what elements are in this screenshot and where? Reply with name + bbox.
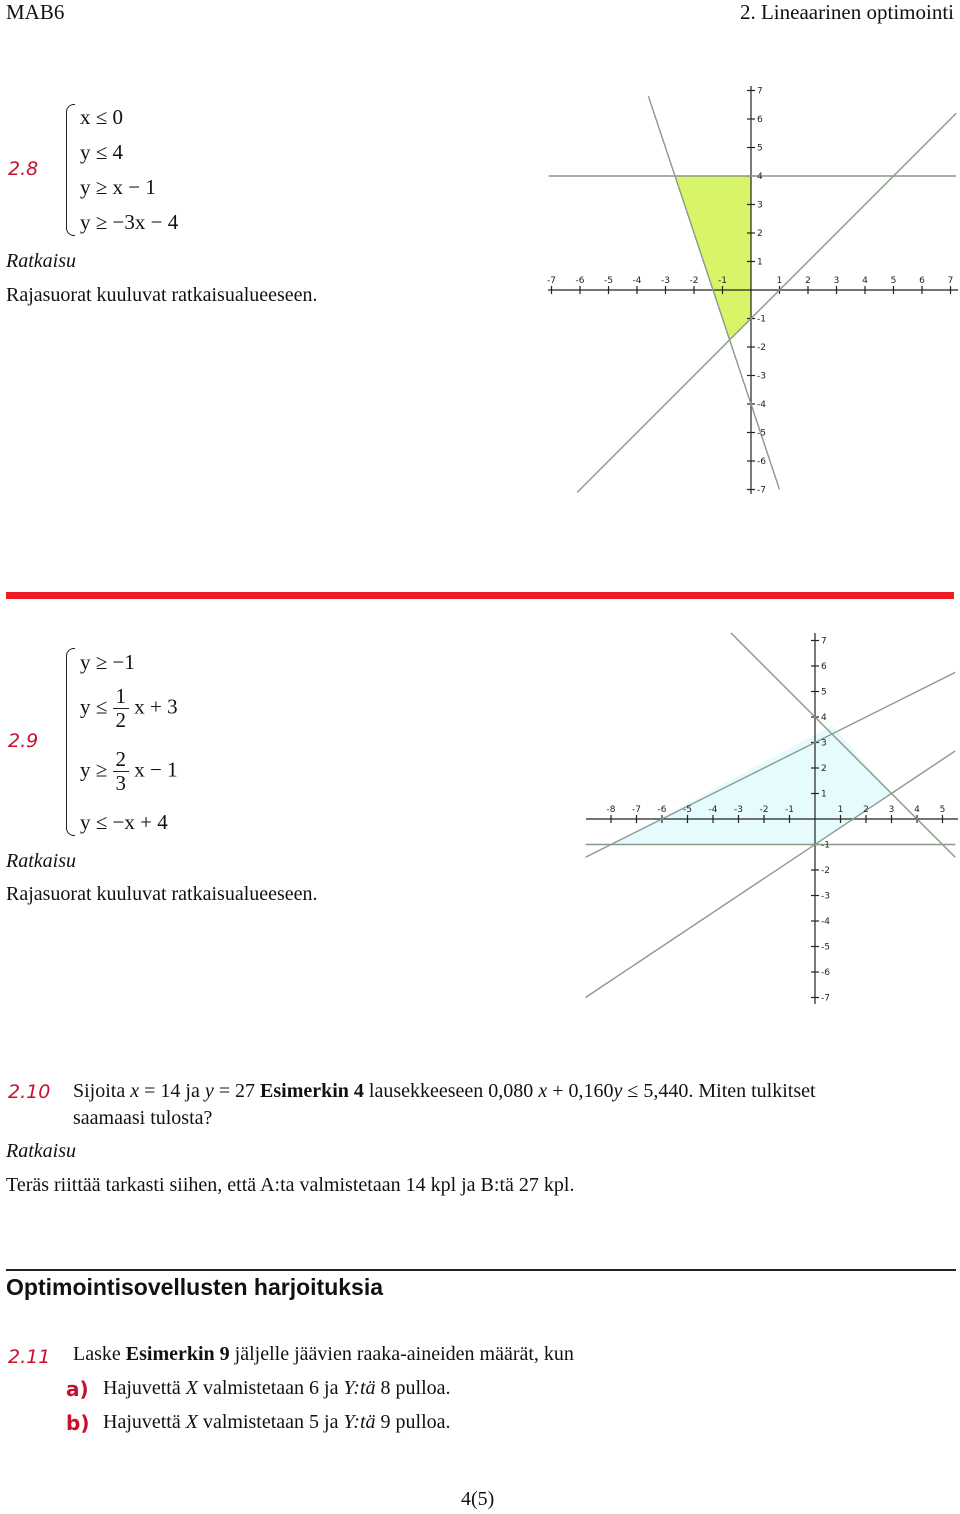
- inequality: y ≤ 4: [80, 140, 124, 164]
- inequality: y ≥ −1: [80, 650, 135, 674]
- item-label: b): [66, 1411, 90, 1435]
- x-tick-label: -1: [785, 805, 794, 815]
- y-tick-label: 3: [757, 200, 763, 211]
- y-tick-label: 5: [757, 143, 763, 154]
- y-tick-label: -6: [757, 457, 766, 467]
- section-rule: [6, 1269, 956, 1271]
- y-tick-label: 6: [821, 662, 827, 672]
- x-tick-label: -3: [661, 276, 670, 286]
- system-brace: [66, 648, 75, 836]
- exercise-number-2-8: 2.8: [8, 158, 39, 180]
- x-tick-label: 3: [888, 805, 895, 815]
- y-tick-label: 3: [821, 738, 827, 749]
- x-tick-label: -2: [689, 276, 699, 286]
- x-tick-label: 4: [862, 276, 868, 286]
- x-tick-label: -4: [632, 276, 642, 286]
- x-tick-label: 4: [914, 805, 920, 815]
- x-tick-label: 2: [863, 805, 869, 815]
- x-tick-label: -8: [606, 805, 616, 815]
- inequality: y ≥ −3x − 4: [80, 210, 179, 234]
- boundary-line: [577, 113, 956, 492]
- y-tick-label: -7: [757, 485, 766, 496]
- inequality: x ≤ 0: [80, 105, 124, 129]
- y-tick-label: 7: [821, 636, 827, 647]
- exercise-number-2-11: 2.11: [8, 1346, 51, 1368]
- coordinate-graph-2-9: [582, 628, 960, 1008]
- x-tick-label: 2: [805, 276, 811, 286]
- x-tick-label: -6: [575, 276, 585, 286]
- exercise-question-cont: saamaasi tulosta?: [73, 1107, 213, 1129]
- y-tick-label: -5: [821, 942, 830, 953]
- inequality: y ≤ $\frac{1}{2}$ x + 3: [80, 684, 178, 732]
- exercise-number-2-10: 2.10: [8, 1081, 51, 1103]
- item-label: a): [66, 1377, 89, 1401]
- x-tick-label: -6: [657, 805, 667, 815]
- y-tick-label: 2: [757, 229, 763, 239]
- system-brace: [66, 104, 75, 236]
- page-number: 4(5): [461, 1488, 495, 1510]
- y-tick-label: -2: [821, 866, 830, 876]
- x-tick-label: -2: [759, 805, 769, 815]
- list-item: Hajuvettä X valmistetaan 6 ja Y:tä 8 pulloa.: [103, 1377, 451, 1399]
- x-tick-label: -5: [604, 276, 613, 286]
- x-tick-label: 1: [776, 276, 783, 286]
- y-tick-label: 7: [757, 86, 763, 97]
- solution-label: Ratkaisu: [6, 250, 76, 272]
- y-tick-label: -1: [821, 840, 830, 851]
- y-tick-label: -2: [757, 343, 766, 353]
- inequality: y ≥ $\frac{2}{3}$ x − 1: [80, 747, 178, 795]
- solution-label: Ratkaisu: [6, 1140, 76, 1162]
- inequality: y ≤ −x + 4: [80, 810, 168, 834]
- y-tick-label: -7: [821, 993, 830, 1004]
- x-tick-label: -4: [708, 805, 718, 815]
- y-tick-label: 5: [821, 687, 827, 698]
- y-tick-label: -6: [821, 968, 830, 978]
- y-tick-label: 6: [757, 115, 763, 125]
- y-tick-label: -4: [757, 400, 766, 410]
- y-tick-label: 4: [757, 172, 763, 182]
- x-tick-label: 7: [947, 276, 954, 286]
- solution-note: Rajasuorat kuuluvat ratkaisualueeseen.: [6, 883, 318, 905]
- x-tick-label: -5: [683, 805, 692, 815]
- header-left: MAB6: [6, 0, 65, 24]
- x-tick-label: 6: [919, 276, 925, 286]
- y-tick-label: -5: [757, 428, 766, 439]
- coordinate-graph-2-8: [545, 80, 960, 500]
- fraction: $\frac{1}{2}$: [113, 685, 130, 732]
- section-title: Optimointisovellusten harjoituksia: [6, 1274, 384, 1300]
- feasible-region: [611, 725, 892, 844]
- y-tick-label: -4: [821, 917, 830, 927]
- inequality: y ≥ x − 1: [80, 175, 156, 199]
- y-tick-label: 4: [821, 713, 827, 723]
- exercise-number-2-9: 2.9: [8, 730, 39, 752]
- x-tick-label: 5: [939, 805, 946, 815]
- list-item: Hajuvettä X valmistetaan 5 ja Y:tä 9 pulloa.: [103, 1411, 451, 1433]
- solution-label: Ratkaisu: [6, 850, 76, 872]
- exercise-intro: Laske Esimerkin 9 jäljelle jäävien raaka-aineiden määrät, kun: [73, 1343, 574, 1365]
- y-tick-label: 1: [757, 257, 763, 268]
- solution-answer: Teräs riittää tarkasti siihen, että A:ta valmistetaan 14 kpl ja B:tä 27 kpl.: [6, 1174, 575, 1196]
- y-tick-label: -3: [821, 891, 830, 902]
- exercise-question: Sijoita x = 14 ja y = 27 Esimerkin 4 lausekkeeseen 0,080 x + 0,160y ≤ 5,440. Miten tulkitset: [73, 1080, 816, 1102]
- x-tick-label: -7: [547, 276, 556, 286]
- x-tick-label: -1: [718, 276, 727, 286]
- y-tick-label: 2: [821, 764, 827, 774]
- y-tick-label: -3: [757, 371, 766, 382]
- section-divider: [6, 592, 954, 599]
- x-tick-label: 1: [837, 805, 844, 815]
- x-tick-label: 3: [833, 276, 840, 286]
- x-tick-label: -3: [734, 805, 743, 815]
- fraction: $\frac{2}{3}$: [113, 748, 130, 795]
- feasible-region: [675, 176, 751, 340]
- solution-note: Rajasuorat kuuluvat ratkaisualueeseen.: [6, 284, 318, 306]
- x-tick-label: 5: [890, 276, 897, 286]
- y-tick-label: 1: [821, 789, 827, 800]
- header-right: 2. Lineaarinen optimointi: [739, 0, 954, 24]
- x-tick-label: -7: [632, 805, 641, 815]
- y-tick-label: -1: [757, 314, 766, 325]
